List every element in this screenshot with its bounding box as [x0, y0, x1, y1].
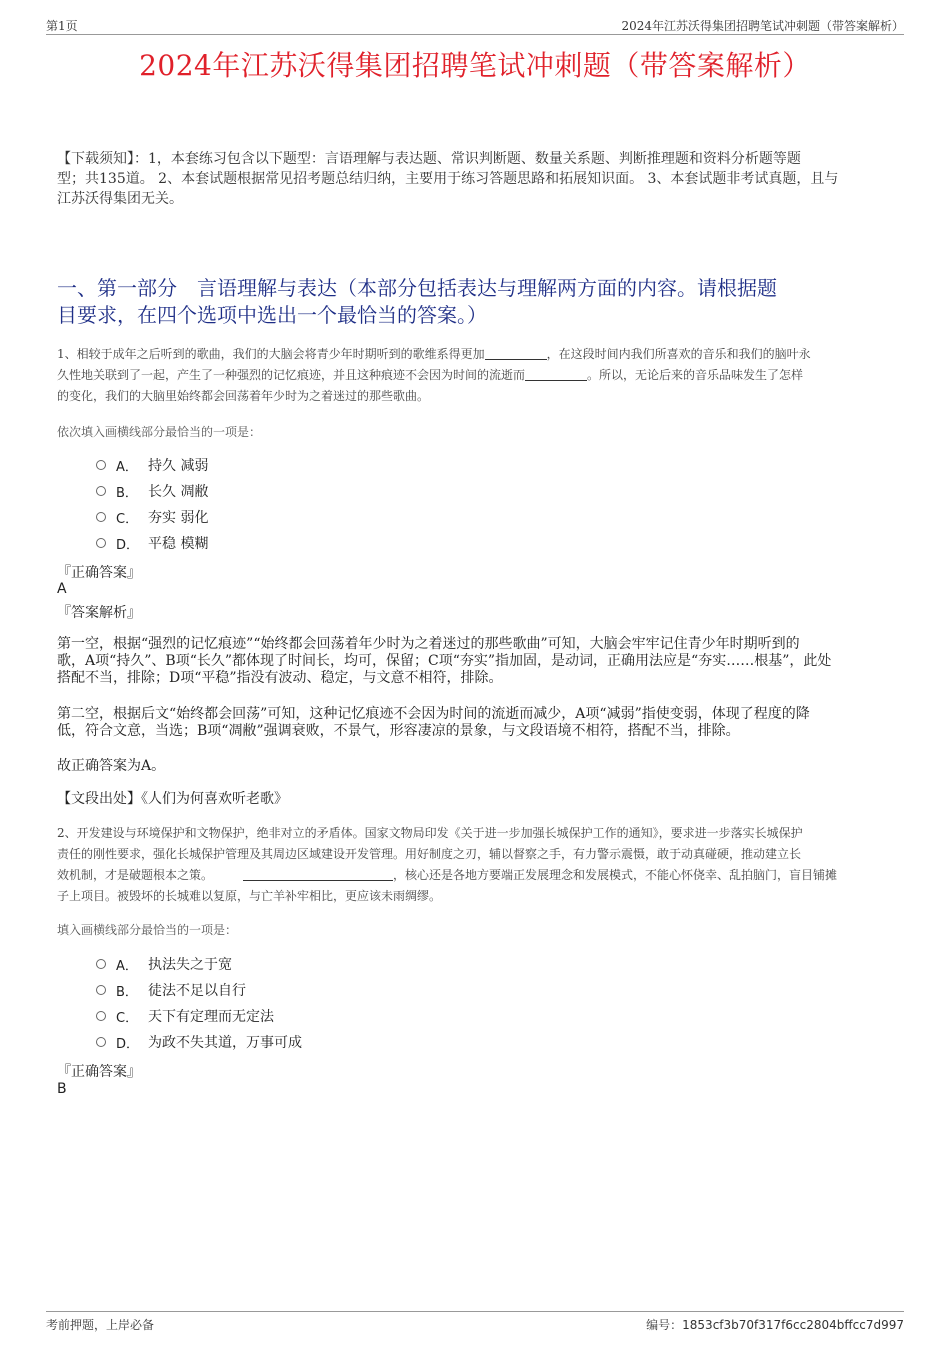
option-d[interactable] [96, 1029, 302, 1055]
question-1-stem [57, 344, 898, 407]
option-c[interactable] [96, 504, 208, 530]
correct-answer-label: 『正确答案』 [57, 1064, 141, 1080]
download-notice [57, 149, 898, 209]
section-heading-line: 目要求，在四个选项中选出一个最恰当的答案。） [57, 303, 487, 327]
section-heading [57, 275, 898, 329]
header-doc-name: 2024年江苏沃得集团招聘笔试冲刺题（带答案解析） [621, 19, 904, 33]
stem-text: 久性地关联到了一起，产生了一种强烈的记忆痕迹，并且这种痕迹不会因为时间的流逝而 [57, 368, 526, 382]
footer-slogan: 考前押题，上岸必备 [46, 1318, 155, 1332]
analysis-line: 第一空，根据“强烈的记忆痕迹”“始终都会回荡着年少时为之着迷过的那些歌曲”可知，大脑会牢牢记住青少年时期听到的 [57, 636, 800, 652]
option-c[interactable] [96, 1003, 302, 1029]
correct-answer: B [57, 1081, 67, 1097]
option-text: 夯实 弱化 [148, 510, 209, 526]
correct-answer-label: 『正确答案』 [57, 565, 141, 581]
radio-circle-icon[interactable] [96, 512, 106, 522]
option-text: 持久 减弱 [148, 458, 209, 474]
radio-circle-icon[interactable] [96, 538, 106, 548]
stem-line: 子上项目。被毁坏的长城难以复原，与亡羊补牢相比，更应该未雨绸缪。 [57, 889, 442, 903]
option-text: 长久 凋敝 [148, 484, 209, 500]
option-a[interactable] [96, 452, 208, 478]
option-b[interactable] [96, 977, 302, 1003]
stem-text: 。所以，无论后来的音乐品味发生了怎样 [587, 368, 804, 382]
analysis-line: 低，符合文意，当选；B项“凋敝”强调衰败，不景气，形容凄凉的景象，与文段语境不相符，搭配不当，排除。 [57, 723, 740, 739]
radio-circle-icon[interactable] [96, 1037, 106, 1047]
stem-line: 的变化，我们的大脑里始终都会回荡着年少时为之着迷过的那些歌曲。 [57, 389, 430, 403]
analysis-label: 『答案解析』 [57, 605, 141, 621]
radio-circle-icon[interactable] [96, 486, 106, 496]
option-letter: A． [116, 459, 138, 475]
stem-text: ，核心还是各地方要端正发展理念和发展模式，不能心怀侥幸、乱拍脑门，盲目铺摊 [393, 868, 838, 882]
question-2-instruction: 填入画横线部分最恰当的一项是： [57, 923, 238, 937]
analysis-conclusion: 故正确答案为A。 [57, 758, 166, 774]
question-1-options [96, 452, 208, 556]
option-letter: B． [116, 984, 138, 1000]
stem-line: 责任的刚性要求，强化长城保护管理及其周边区域建设开发管理。用好制度之刃，辅以督察之手，有力警示震慑，敢于动真碰硬，推动建立长 [57, 847, 802, 861]
analysis-line: 搭配不当，排除；D项“平稳”指没有波动、稳定，与文意不相符，排除。 [57, 670, 503, 686]
option-letter: B． [116, 485, 138, 501]
question-1-instruction: 依次填入画横线部分最恰当的一项是： [57, 425, 262, 439]
analysis-paragraph-1 [57, 636, 888, 687]
notice-line: 【下载须知】：1，本套练习包含以下题型：言语理解与表达题、常识判断题、数量关系题、判断推理题和资料分析题等题 [57, 151, 801, 167]
option-text: 天下有定理而无定法 [148, 1009, 274, 1025]
option-text: 徒法不足以自行 [148, 983, 246, 999]
option-letter: A． [116, 958, 138, 974]
option-text: 执法失之于宽 [148, 957, 232, 973]
page-footer [46, 1311, 904, 1336]
notice-line: 型；共135道。 2、本套试题根据常见招考题总结归纳，主要用于练习答题思路和拓展知识面。 3、本套试题非考试真题，且与 [57, 171, 839, 187]
notice-line: 江苏沃得集团无关。 [57, 191, 183, 207]
stem-line: 2、开发建设与环境保护和文物保护，绝非对立的矛盾体。国家文物局印发《关于进一步加强长城保护工作的通知》，要求进一步落实长城保护 [57, 826, 803, 840]
radio-circle-icon[interactable] [96, 1011, 106, 1021]
radio-circle-icon[interactable] [96, 959, 106, 969]
page-number: 第1页 [46, 19, 78, 33]
stem-line [57, 865, 898, 886]
footer-code-value: 1853cf3b70f317f6cc2804bffcc7d997 [682, 1318, 904, 1332]
option-letter: D． [116, 1036, 140, 1052]
option-text: 为政不失其道，万事可成 [148, 1035, 302, 1051]
stem-text: 效机制，才是破题根本之策。 [57, 868, 214, 882]
analysis-line: 歌，A项“持久”、B项“长久”都体现了时间长，均可，保留；C项“夯实”指加固，是动词，正确用法应是“夯实……根基”，此处 [57, 653, 832, 669]
option-letter: D． [116, 537, 140, 553]
stem-line [57, 365, 898, 386]
analysis-line: 第二空，根据后文“始终都会回荡”可知，这种记忆痕迹不会因为时间的流逝而减少，A项“减弱”指使变弱，体现了程度的降 [57, 706, 810, 722]
footer-code-label: 编号： [646, 1318, 683, 1332]
document-title: 2024年江苏沃得集团招聘笔试冲刺题（带答案解析） [139, 49, 811, 82]
option-d[interactable] [96, 530, 208, 556]
stem-text: ，在这段时间内我们所喜欢的音乐和我们的脑叶永 [546, 347, 811, 361]
fill-blank [525, 366, 587, 381]
stem-text: 1、相较于成年之后听到的歌曲，我们的大脑会将青少年时期听到的歌维系得更加 [57, 347, 485, 361]
option-b[interactable] [96, 478, 208, 504]
fill-blank [243, 866, 393, 881]
text-source: 【文段出处】《人们为何喜欢听老歌》 [57, 791, 288, 807]
question-2-stem [57, 823, 898, 907]
question-2-options [96, 951, 302, 1055]
radio-circle-icon[interactable] [96, 985, 106, 995]
option-text: 平稳 模糊 [148, 536, 209, 552]
page-header [46, 14, 904, 35]
option-a[interactable] [96, 951, 302, 977]
correct-answer: A [57, 581, 67, 597]
analysis-paragraph-2 [57, 706, 888, 740]
fill-blank [485, 345, 547, 360]
section-heading-line: 一、第一部分 言语理解与表达（本部分包括表达与理解两方面的内容。请根据题 [57, 276, 777, 300]
footer-code [646, 1316, 904, 1333]
option-letter: C． [116, 1010, 139, 1026]
option-letter: C． [116, 511, 139, 527]
stem-line [57, 344, 898, 365]
radio-circle-icon[interactable] [96, 460, 106, 470]
